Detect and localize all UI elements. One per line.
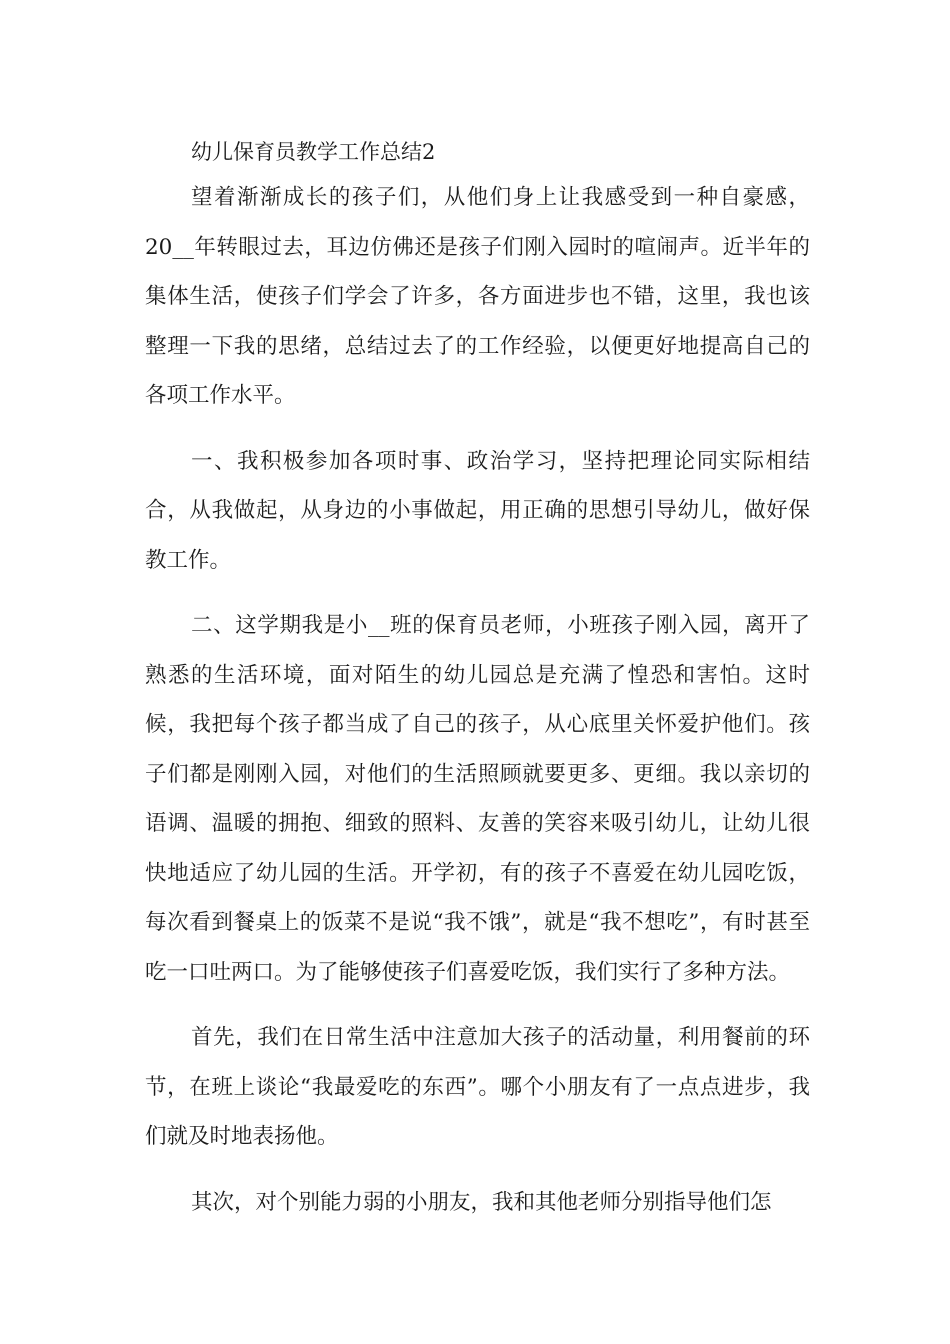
- paragraph-second: 其次，对个别能力弱的小朋友，我和其他老师分别指导他们怎: [191, 1189, 772, 1215]
- document-title: 幼儿保育员教学工作总结2: [191, 140, 436, 164]
- paragraph-first: 首先，我们在日常生活中注意加大孩子的活动量，利用餐前的环节，在班上谈论“我最爱吃的东西”。哪个小朋友有了一点点进步，我们就及时地表扬他。: [145, 1025, 810, 1149]
- paragraph-section-two: 二、这学期我是小__班的保育员老师，小班孩子刚入园，离开了熟悉的生活环境，面对陌生的幼儿园总是充满了惶恐和害怕。这时候，我把每个孩子都当成了自己的孩子，从心底里关怀爱护他们。孩子们都是刚刚入园，对他们的生活照顾就要更多、更细。我以亲切的语调、温暖的拥抱、细致的照料、友善的笑容来吸引幼儿，让幼儿很快地适应了幼儿园的生活。开学初，有的孩子不喜爱在幼儿园吃饭，每次看到餐桌上的饭菜不是说“我不饿”，就是“我不想吃”，有时甚至吃一口吐两口。为了能够使孩子们喜爱吃饭，我们实行了多种方法。: [145, 613, 810, 985]
- paragraph-section-one: 一、我积极参加各项时事、政治学习，坚持把理论同实际相结合，从我做起，从身边的小事做起，用正确的思想引导幼儿，做好保教工作。: [145, 448, 810, 573]
- paragraph-intro: 望着渐渐成长的孩子们，从他们身上让我感受到一种自豪感，20__年转眼过去，耳边仿佛还是孩子们刚入园时的喧闹声。近半年的集体生活，使孩子们学会了许多，各方面进步也不错，这里，我也该整理一下我的思绪，总结过去了的工作经验，以便更好地提高自己的各项工作水平。: [145, 185, 810, 408]
